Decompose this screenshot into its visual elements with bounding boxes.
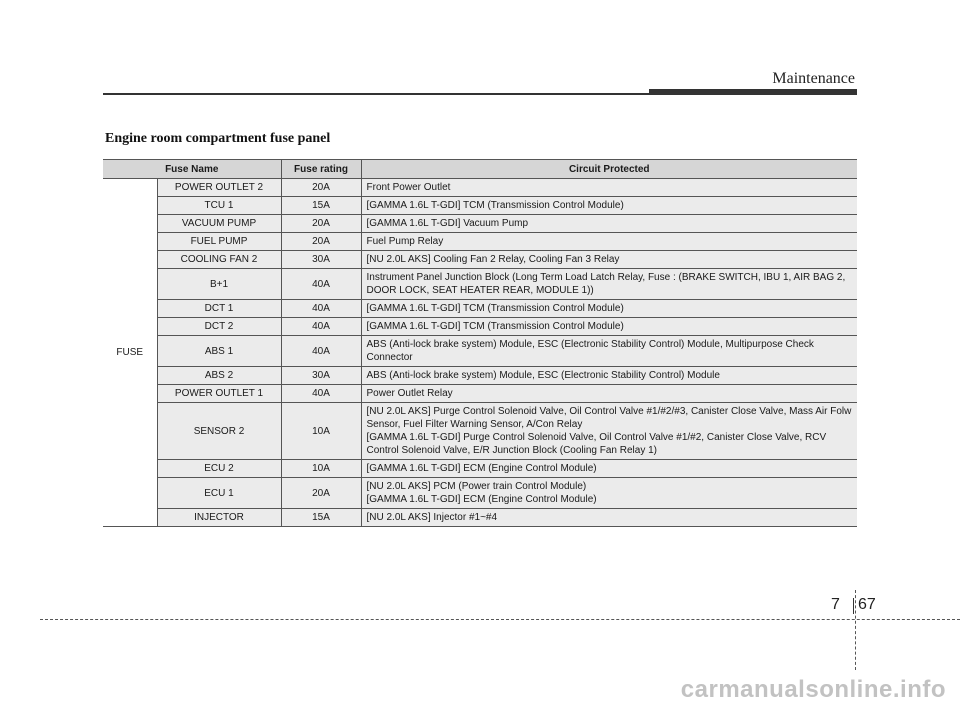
table-row [103,197,857,215]
circuit-protected-cell: [GAMMA 1.6L T-GDI] TCM (Transmission Control Module) [361,197,857,215]
column-header-circuit: Circuit Protected [361,160,857,179]
table-row [103,179,857,197]
table-row [103,403,857,460]
table-row [103,385,857,403]
fuse-name-cell: INJECTOR [157,509,281,527]
table-row [103,269,857,300]
page-number: 67 [858,596,876,613]
circuit-protected-cell: ABS (Anti-lock brake system) Module, ESC (Electronic Stability Control) Module, Multipurpose Check Connector [361,336,857,367]
table-row [103,367,857,385]
fuse-rating-cell: 30A [281,251,361,269]
fuse-name-cell: SENSOR 2 [157,403,281,460]
fuse-rating-cell: 40A [281,336,361,367]
circuit-protected-cell: Fuel Pump Relay [361,233,857,251]
table-row [103,509,857,527]
fuse-name-cell: FUEL PUMP [157,233,281,251]
fuse-name-cell: DCT 2 [157,318,281,336]
circuit-protected-cell: Power Outlet Relay [361,385,857,403]
table-header-row [103,160,857,179]
circuit-protected-cell: [NU 2.0L AKS] Injector #1~#4 [361,509,857,527]
column-header-fuse-rating: Fuse rating [281,160,361,179]
circuit-protected-cell: [NU 2.0L AKS] Cooling Fan 2 Relay, Cooling Fan 3 Relay [361,251,857,269]
table-row [103,251,857,269]
fuse-rating-cell: 40A [281,300,361,318]
circuit-protected-cell: [GAMMA 1.6L T-GDI] Vacuum Pump [361,215,857,233]
fuse-rating-cell: 30A [281,367,361,385]
table-row [103,233,857,251]
fuse-name-cell: POWER OUTLET 2 [157,179,281,197]
fuse-name-cell: ECU 2 [157,460,281,478]
fuse-rating-cell: 10A [281,460,361,478]
table-row [103,318,857,336]
fuse-rating-cell: 40A [281,269,361,300]
circuit-protected-cell: [NU 2.0L AKS] PCM (Power train Control Module) [GAMMA 1.6L T-GDI] ECM (Engine Control Module) [361,478,857,509]
header-rule [103,93,649,95]
chapter-number: 7 [831,596,840,613]
table-row [103,460,857,478]
circuit-protected-cell: [GAMMA 1.6L T-GDI] ECM (Engine Control Module) [361,460,857,478]
fuse-name-cell: TCU 1 [157,197,281,215]
fuse-name-cell: ABS 1 [157,336,281,367]
footer-divider-line [855,590,856,670]
fuse-rating-cell: 40A [281,318,361,336]
column-header-fuse-name: Fuse Name [103,160,281,179]
circuit-protected-cell: ABS (Anti-lock brake system) Module, ESC (Electronic Stability Control) Module [361,367,857,385]
section-header: Maintenance [772,70,855,87]
fuse-name-cell: POWER OUTLET 1 [157,385,281,403]
fuse-table [103,160,857,527]
table-row [103,336,857,367]
table-body [103,179,857,527]
fuse-rating-cell: 20A [281,179,361,197]
fuse-name-cell: ABS 2 [157,367,281,385]
fuse-group-label: FUSE [103,179,157,527]
circuit-protected-cell: [GAMMA 1.6L T-GDI] TCM (Transmission Control Module) [361,318,857,336]
fuse-rating-cell: 40A [281,385,361,403]
table-row [103,300,857,318]
table-row [103,215,857,233]
fuse-rating-cell: 20A [281,233,361,251]
fuse-rating-cell: 20A [281,215,361,233]
table-row [103,478,857,509]
watermark-logo: carmanualsonline.info [680,676,946,703]
fuse-name-cell: VACUUM PUMP [157,215,281,233]
fuse-rating-cell: 15A [281,509,361,527]
circuit-protected-cell: Front Power Outlet [361,179,857,197]
header-bar [649,89,857,95]
circuit-protected-cell: [GAMMA 1.6L T-GDI] TCM (Transmission Control Module) [361,300,857,318]
fuse-name-cell: ECU 1 [157,478,281,509]
footer-rule [40,619,960,620]
fuse-rating-cell: 15A [281,197,361,215]
circuit-protected-cell: [NU 2.0L AKS] Purge Control Solenoid Valve, Oil Control Valve #1/#2/#3, Canister Close Valve, Mass Air Folw Sensor, Fuel Filter Warning Sensor, A/Con Relay [GAMMA 1.6L T-GDI] Purge Control Solenoid Valve, Oil Control Valve #1/#2, Canister Close Valve, RCV Control Solenoid Valve, E/R Junction Block (Cooling Fan Relay 1) [361,403,857,460]
fuse-rating-cell: 10A [281,403,361,460]
fuse-rating-cell: 20A [281,478,361,509]
circuit-protected-cell: Instrument Panel Junction Block (Long Term Load Latch Relay, Fuse : (BRAKE SWITCH, IBU 1, AIR BAG 2, DOOR LOCK, SEAT HEATER REAR, MODULE 1)) [361,269,857,300]
fuse-name-cell: COOLING FAN 2 [157,251,281,269]
page-title: Engine room compartment fuse panel [105,131,331,146]
page-number-divider [853,598,854,614]
fuse-name-cell: DCT 1 [157,300,281,318]
fuse-name-cell: B+1 [157,269,281,300]
